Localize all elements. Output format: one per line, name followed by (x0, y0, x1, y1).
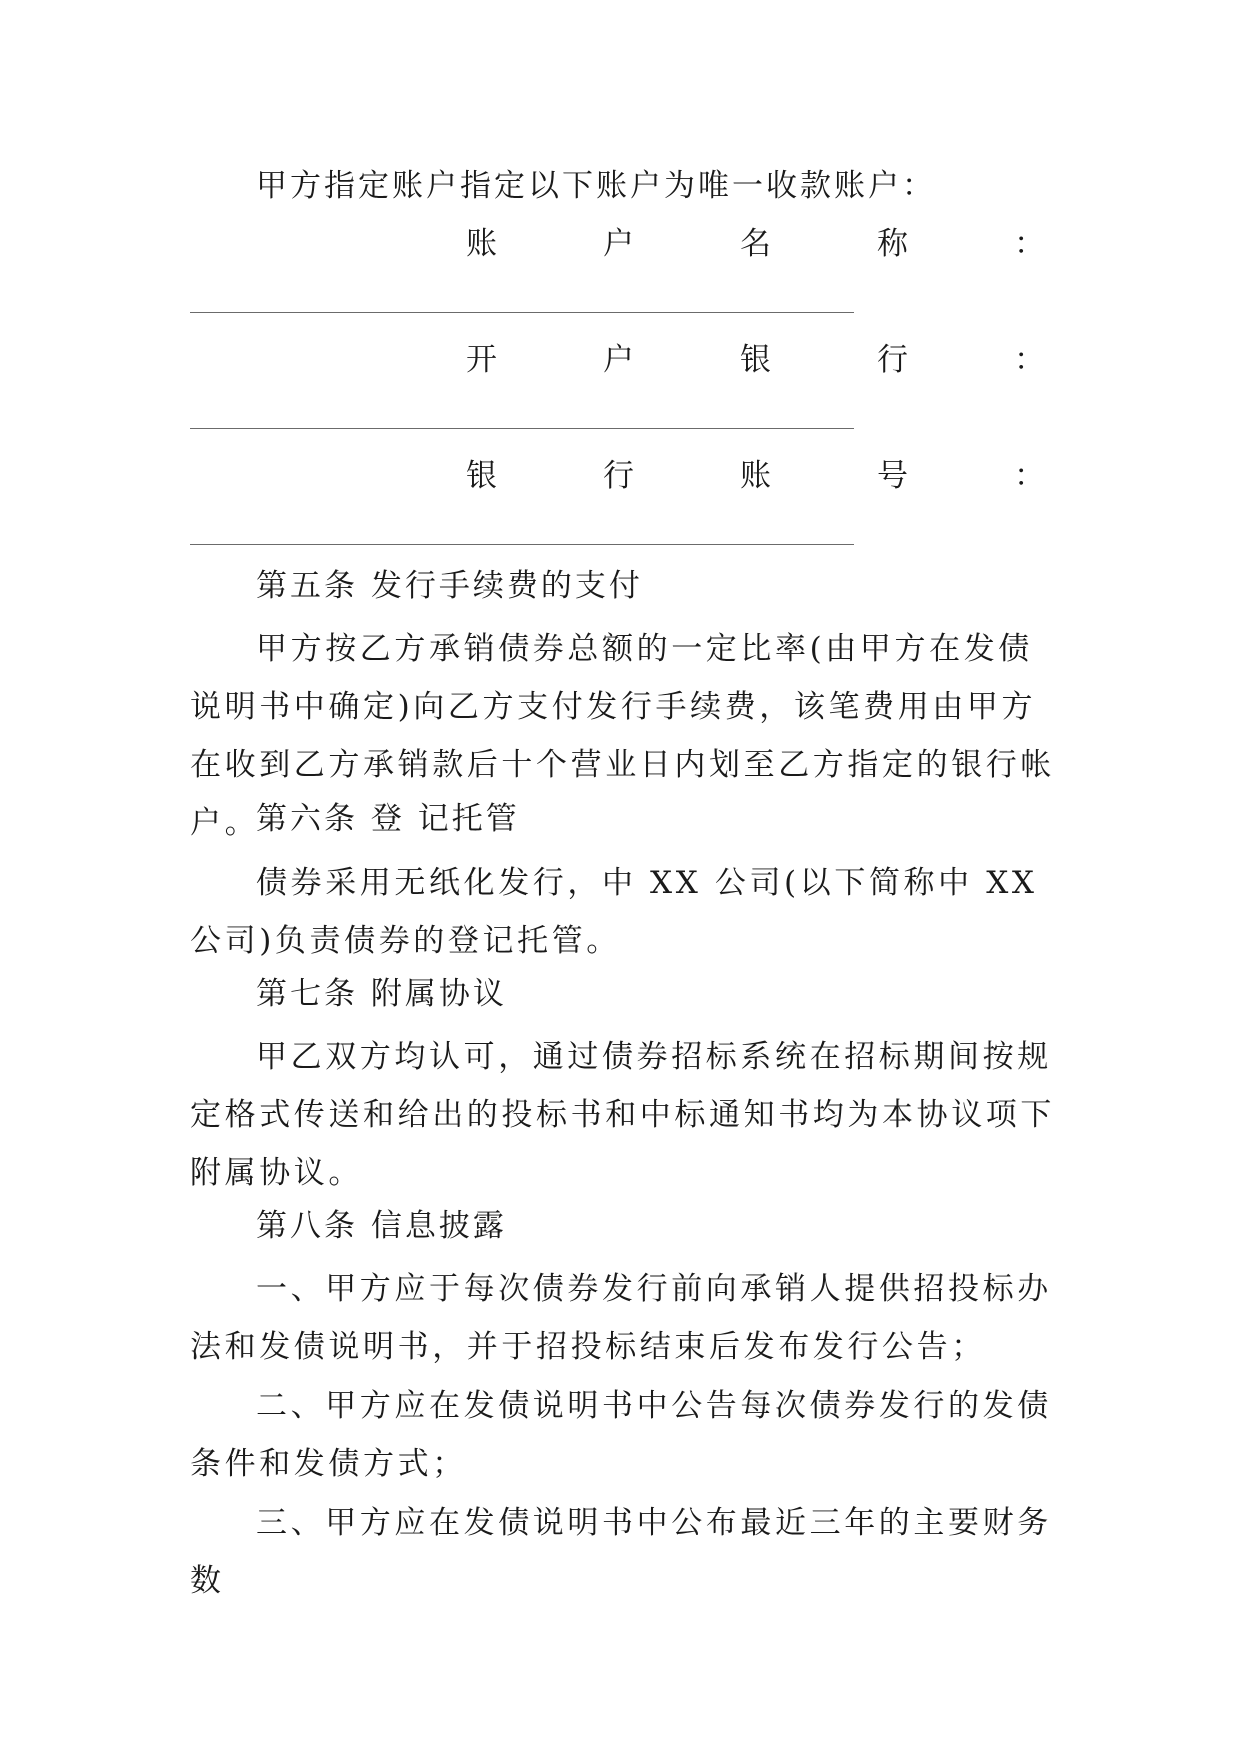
article-8-item-1: 一、甲方应于每次债券发行前向承销人提供招投标办法和发债说明书，并于招投标结束后发布发行公告； (190, 1271, 1052, 1365)
label-char: 称 (877, 226, 911, 262)
label-colon: ： (1014, 342, 1048, 378)
label-char: 户 (603, 342, 637, 378)
label-char: 账 (740, 458, 774, 494)
label-char: 行 (603, 458, 637, 494)
label-char: 账 (466, 226, 500, 262)
article-5-body: 甲方按乙方承销债券总额的一定比率(由甲方在发债说明书中确定)向乙方支付发行手续费，该笔费用由甲方在收到乙方承销款后十个营业日内划至乙方指定的银行帐户。 (190, 631, 1055, 841)
bank-account-label (466, 456, 1046, 496)
label-char: 行 (877, 342, 911, 378)
account-name-blank-line (190, 312, 854, 313)
label-colon: ： (1014, 226, 1048, 262)
article-8-item-2: 二、甲方应在发债说明书中公告每次债券发行的发债条件和发债方式； (190, 1388, 1052, 1482)
label-char: 户 (603, 226, 637, 262)
article-6-body: 债券采用无纸化发行，中 XX 公司(以下简称中 XX 公司)负责债券的登记托管。 (190, 865, 1038, 959)
article-8-title: 第八条 信息披露 (256, 1208, 507, 1244)
article-7-body: 甲乙双方均认可，通过债券招标系统在招标期间按规定格式传送和给出的投标书和中标通知书均为本协议项下附属协议。 (190, 1039, 1055, 1191)
deposit-bank-label (466, 340, 1046, 380)
label-char: 银 (466, 458, 500, 494)
label-char: 银 (740, 342, 774, 378)
account-name-label (466, 224, 1046, 264)
label-char: 开 (466, 342, 500, 378)
label-colon: ： (1014, 458, 1048, 494)
deposit-bank-blank-line (190, 428, 854, 429)
article-8-item-3: 三、甲方应在发债说明书中公布最近三年的主要财务数 (190, 1505, 1052, 1599)
article-5-title: 第五条 发行手续费的支付 (256, 568, 643, 604)
article-6-title: 第六条 登 记托管 (256, 801, 520, 837)
label-char: 号 (877, 458, 911, 494)
account-intro: 甲方指定账户指定以下账户为唯一收款账户： (256, 168, 936, 204)
bank-account-blank-line (190, 544, 854, 545)
article-7-title: 第七条 附属协议 (256, 976, 507, 1012)
label-char: 名 (740, 226, 774, 262)
